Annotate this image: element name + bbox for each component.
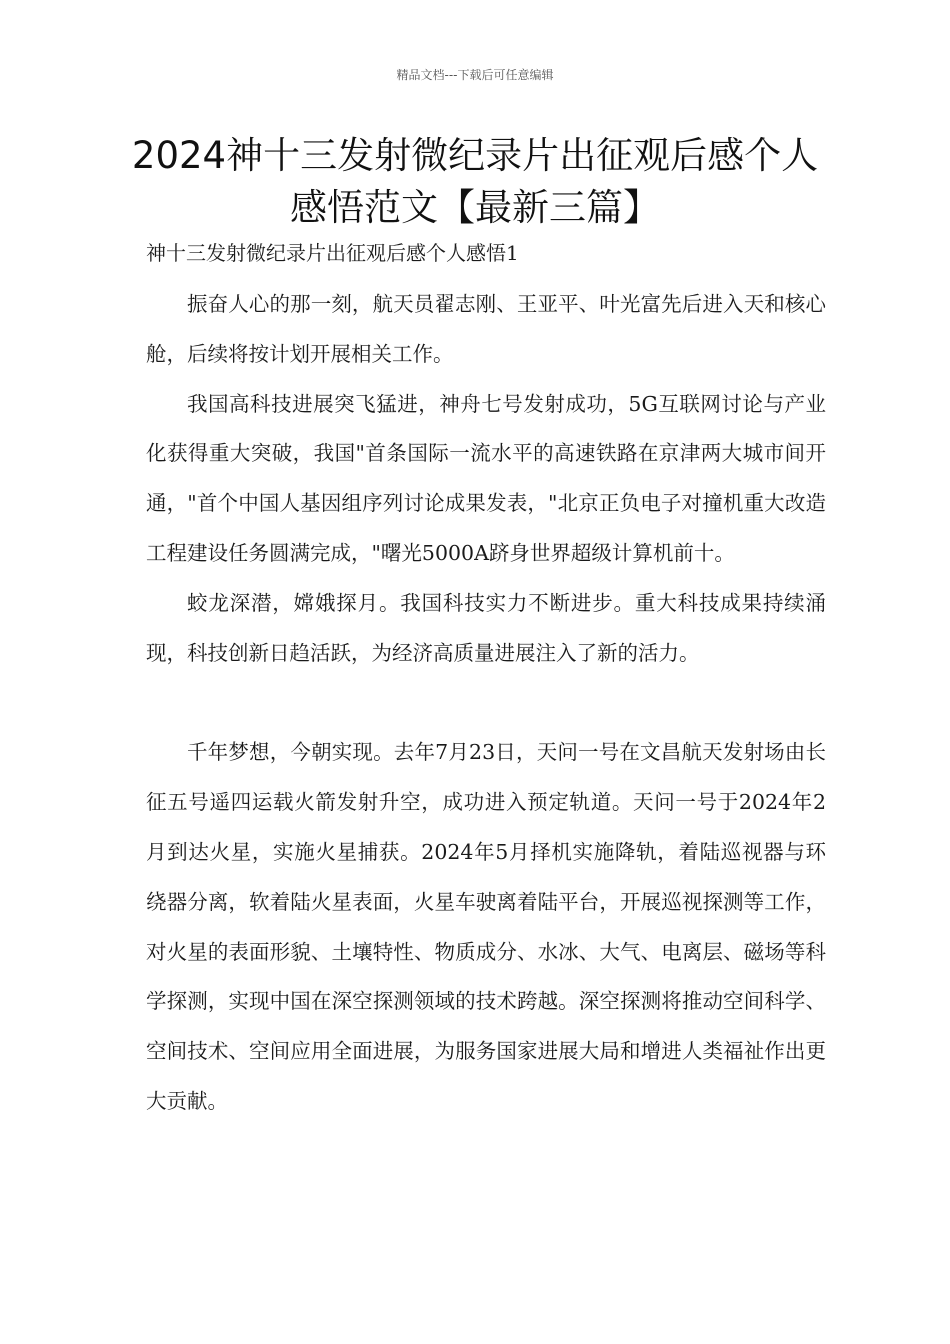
paragraph: 蛟龙深潜，嫦娥探月。我国科技实力不断进步。重大科技成果持续涌现，科技创新日趋活跃，为经济高质量进展注入了新的活力。 — [146, 590, 826, 665]
document-title: 2024神十三发射微纪录片出征观后感个人感悟范文【最新三篇】 — [131, 134, 819, 229]
paragraph-spacer — [146, 678, 826, 728]
paragraph: 我国高科技进展突飞猛进，神舟七号发射成功，5G互联网讨论与产业化获得重大突破，我国"首条国际一流水平的高速铁路在京津两大城市间开通，"首个中国人基因组序列讨论成果发表，"北京正负电子对撞机重大改造工程建设任务圆满完成，"曙光5000A跻身世界超级计算机前十。 — [146, 391, 826, 565]
section-subtitle: 神十三发射微纪录片出征观后感个人感悟1 — [146, 241, 519, 265]
paragraph: 振奋人心的那一刻，航天员翟志刚、王亚平、叶光富先后进入天和核心舱，后续将按计划开展相关工作。 — [146, 292, 826, 366]
document-body — [146, 280, 826, 1127]
header-note: 精品文档---下载后可任意编辑 — [396, 68, 554, 82]
paragraph: 千年梦想，今朝实现。去年7月23日，天问一号在文昌航天发射场由长征五号遥四运载火箭发射升空，成功进入预定轨道。天问一号于2024年2月到达火星，实施火星捕获。2024年5月择机实施降轨，着陆巡视器与环绕器分离，软着陆火星表面，火星车驶离着陆平台，开展巡视探测等工作，对火星的表面形貌、土壤特性、物质成分、水冰、大气、电离层、磁场等科学探测，实现中国在深空探测领域的技术跨越。深空探测将推动空间科学、空间技术、空间应用全面进展，为服务国家进展大局和增进人类福祉作出更大贡献。 — [146, 740, 826, 1113]
